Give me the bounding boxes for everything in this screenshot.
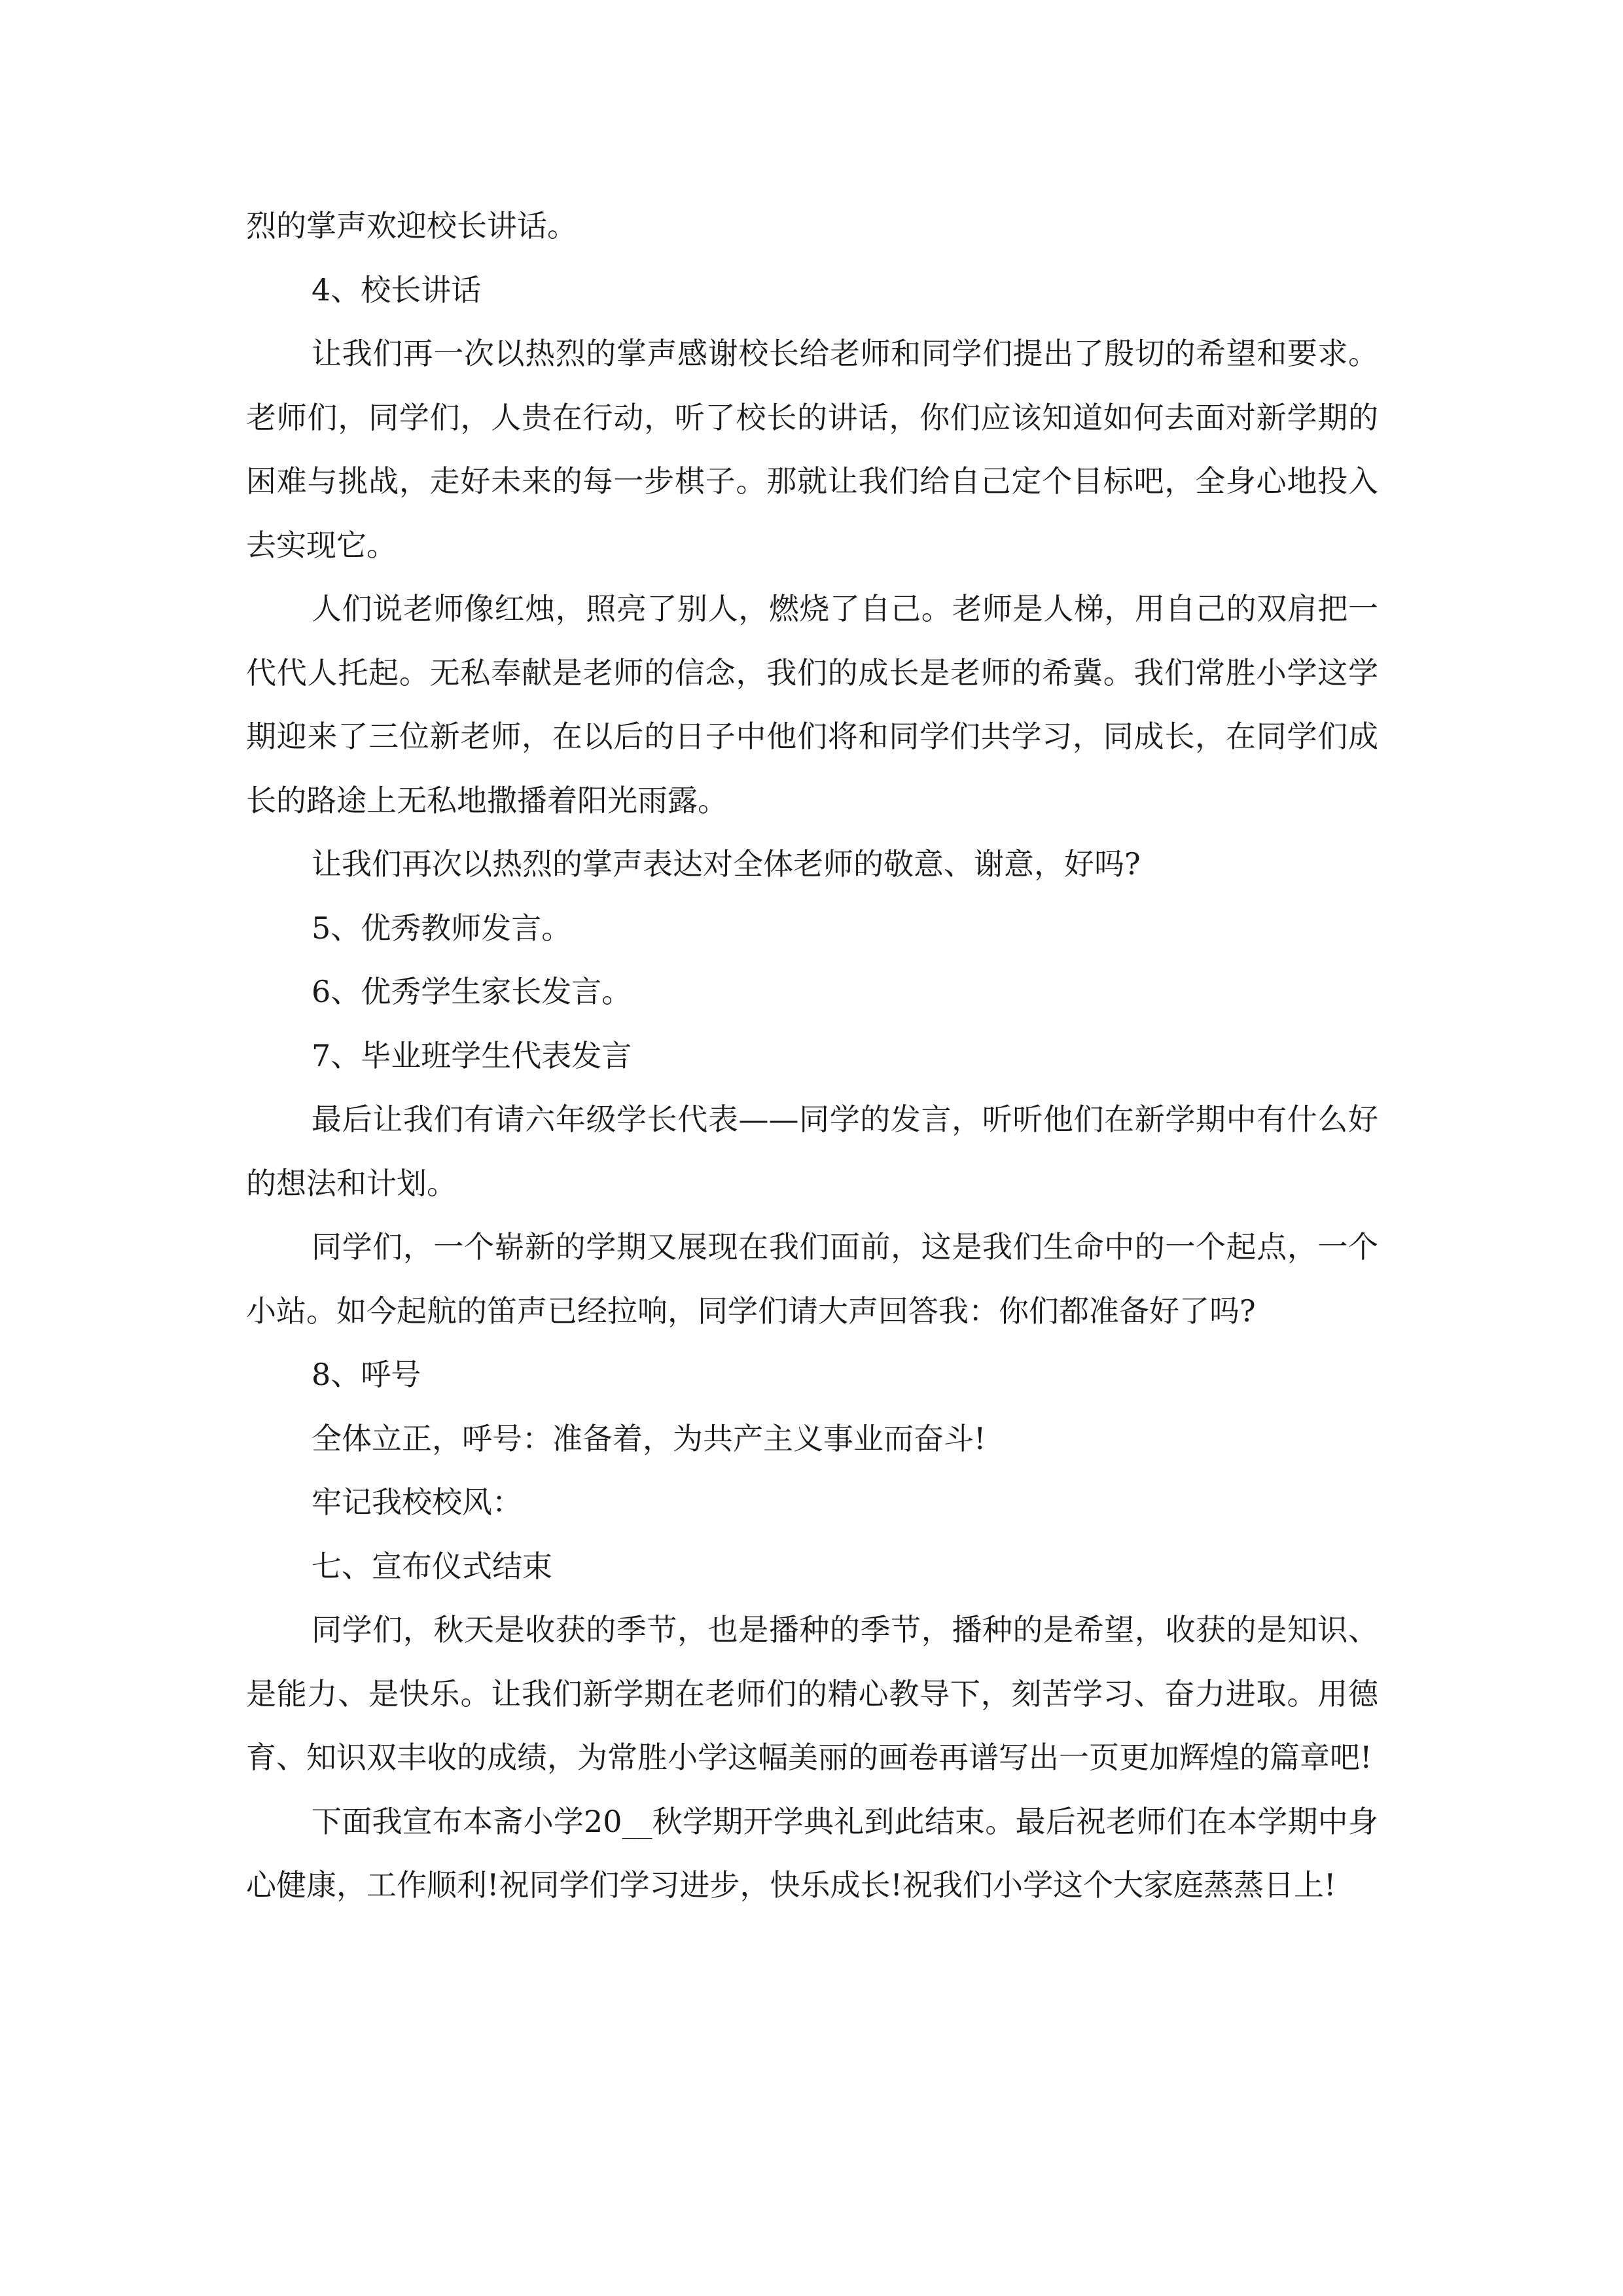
paragraph: 同学们，秋天是收获的季节，也是播种的季节，播种的是希望，收获的是知识、是能力、是快乐。让我们新学期在老师们的精心教导下，刻苦学习、奋力进取。用德育、知识双丰收的成绩，为常胜小学这幅美丽的画卷再谱写出一页更加辉煌的篇章吧! xyxy=(246,1612,1378,1775)
paragraph: 人们说老师像红烛，照亮了别人，燃烧了自己。老师是人梯，用自己的双肩把一代代人托起。无私奉献是老师的信念，我们的成长是老师的希冀。我们常胜小学这学期迎来了三位新老师，在以后的日子中他们将和同学们共学习，同成长，在同学们成长的路途上无私地撒播着阳光雨露。 xyxy=(246,591,1378,818)
section-heading-teacher-speech: 5、优秀教师发言。 xyxy=(312,910,572,946)
paragraph: 让我们再一次以热烈的掌声感谢校长给老师和同学们提出了殷切的希望和要求。老师们，同学们，人贵在行动，听了校长的讲话，你们应该知道如何去面对新学期的困难与挑战，走好未来的每一步棋子。那就让我们给自己定个目标吧，全身心地投入去实现它。 xyxy=(246,336,1378,563)
paragraph: 下面我宣布本斋小学20__秋学期开学典礼到此结束。最后祝老师们在本学期中身心健康，工作顺利!祝同学们学习进步，快乐成长!祝我们小学这个大家庭蒸蒸日上! xyxy=(246,1803,1378,1903)
document-body xyxy=(246,194,1378,1918)
paragraph: 全体立正，呼号：准备着，为共产主义事业而奋斗! xyxy=(312,1420,986,1456)
section-heading-graduate-speech: 7、毕业班学生代表发言 xyxy=(312,1037,632,1073)
section-heading-parent-speech: 6、优秀学生家长发言。 xyxy=(312,974,632,1009)
section-heading-slogan: 8、呼号 xyxy=(312,1357,421,1392)
section-heading-principal-speech: 4、校长讲话 xyxy=(312,272,482,308)
paragraph: 牢记我校校风： xyxy=(312,1484,522,1520)
paragraph: 最后让我们有请六年级学长代表——同学的发言，听听他们在新学期中有什么好的想法和计划。 xyxy=(246,1102,1378,1201)
paragraph: 同学们，一个崭新的学期又展现在我们面前，这是我们生命中的一个起点，一个小站。如今起航的笛声已经拉响，同学们请大声回答我：你们都准备好了吗? xyxy=(246,1229,1378,1329)
section-heading-closing: 七、宣布仪式结束 xyxy=(312,1548,552,1584)
paragraph-continuation: 烈的掌声欢迎校长讲话。 xyxy=(246,208,577,243)
paragraph: 让我们再次以热烈的掌声表达对全体老师的敬意、谢意，好吗? xyxy=(312,846,1141,882)
